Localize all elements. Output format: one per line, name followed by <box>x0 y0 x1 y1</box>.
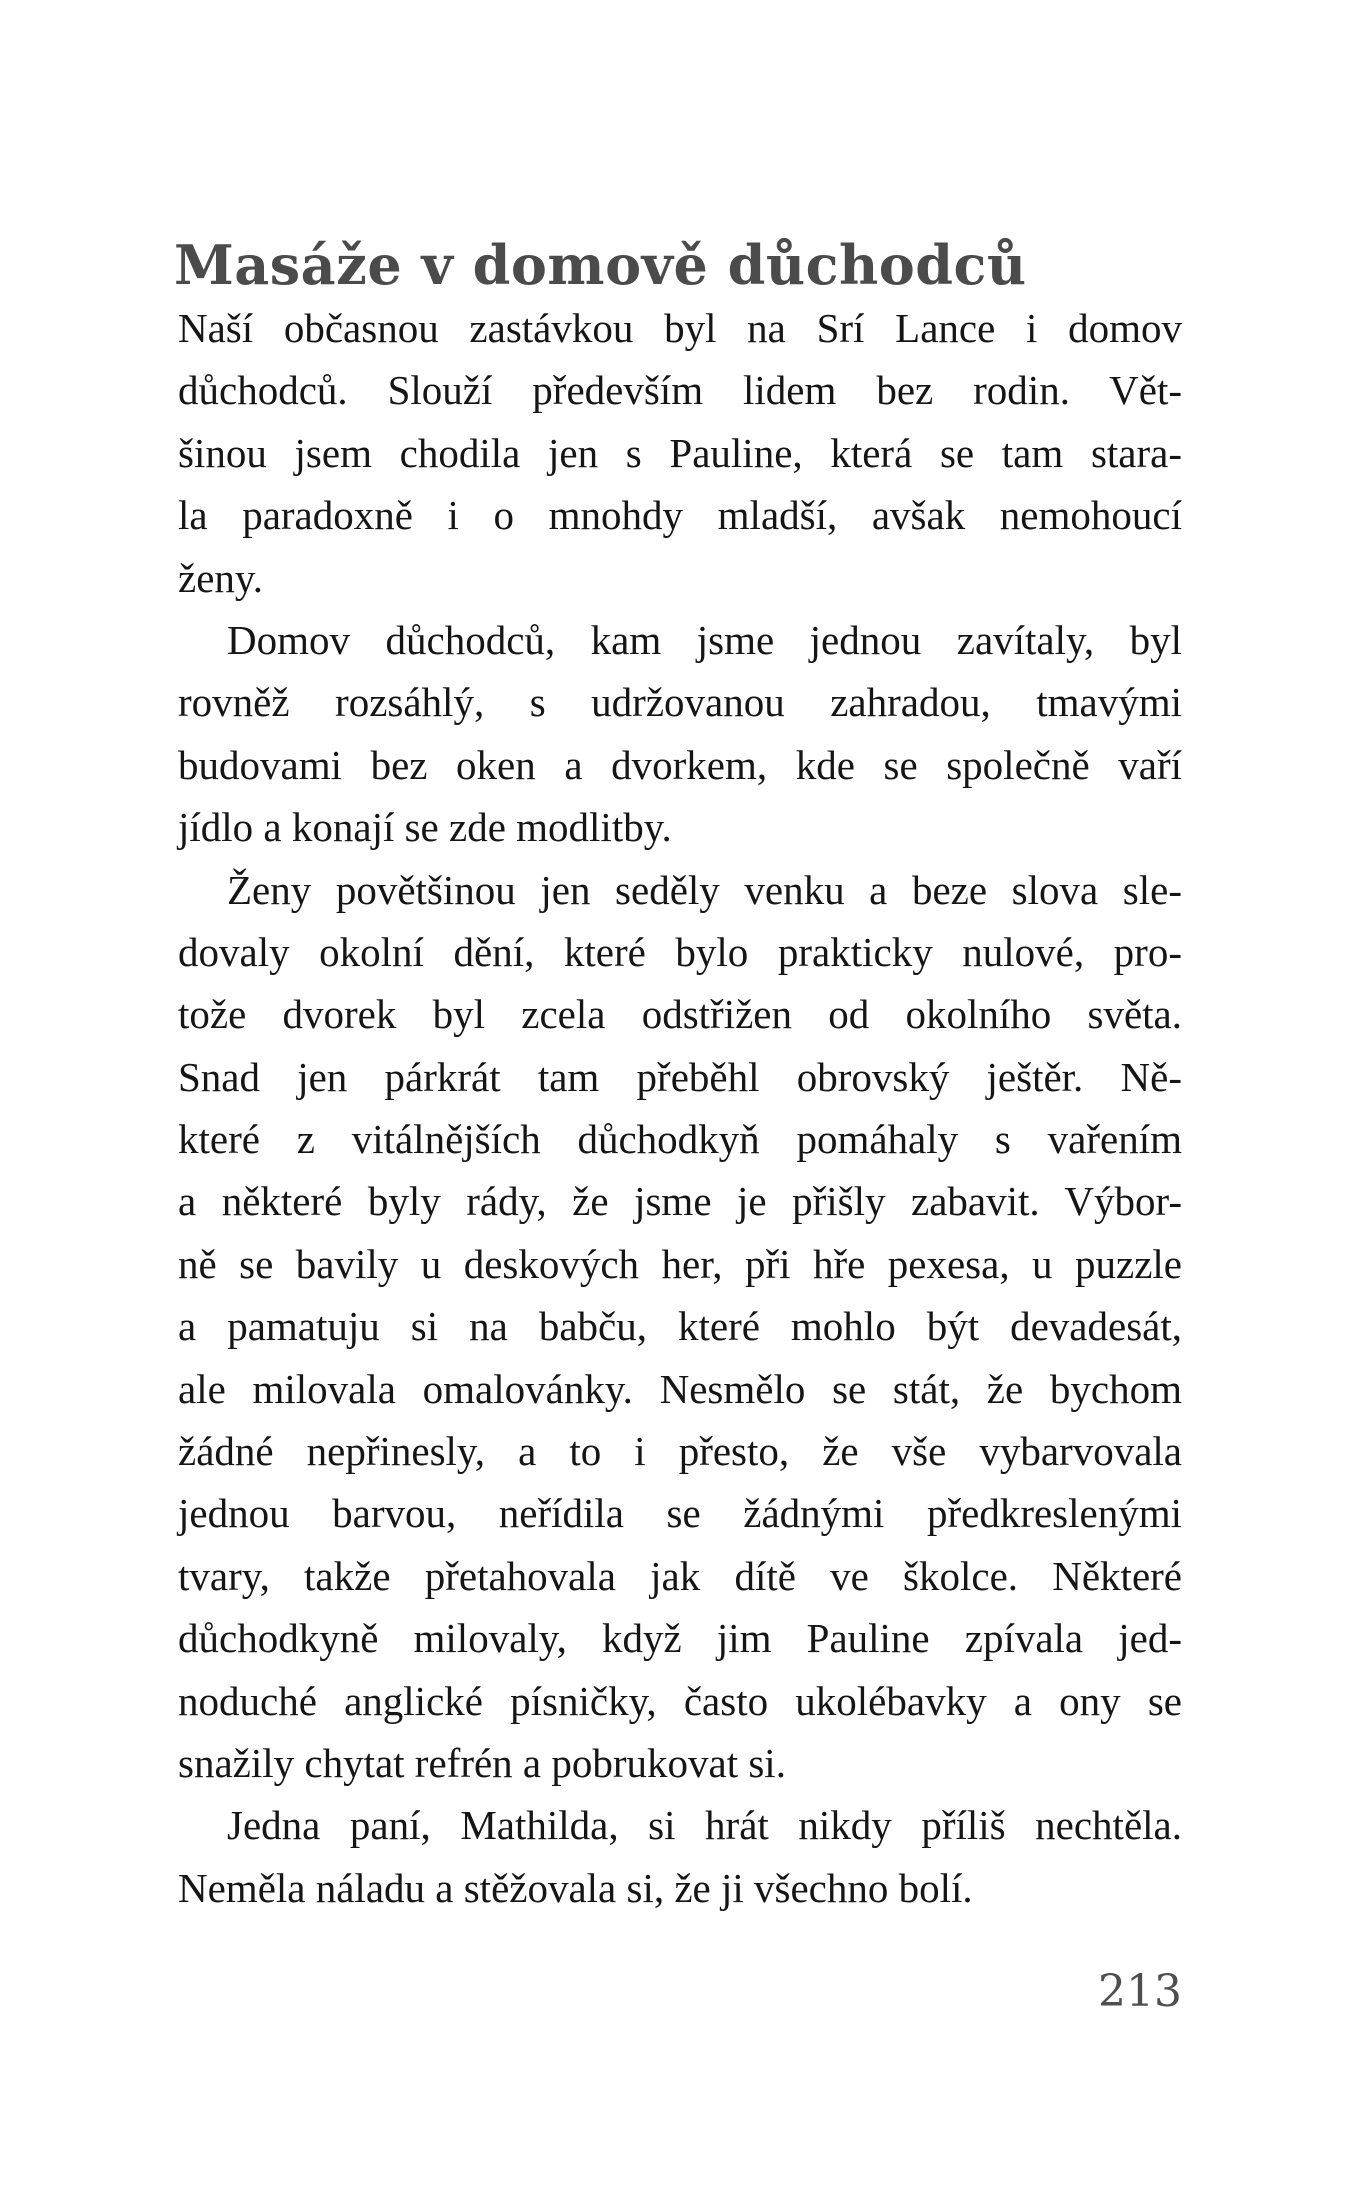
body-line: noduché anglické písničky, často ukolébavky a ony se <box>178 1677 1182 1724</box>
body-line: Jedna paní, Mathilda, si hrát nikdy příliš nechtěla. <box>227 1802 1182 1849</box>
body-line: které z vitálnějších důchodkyň pomáhaly s vařením <box>178 1116 1182 1163</box>
body-line: a některé byly rády, že jsme je přišly zabavit. Výbor- <box>178 1178 1182 1225</box>
body-line: šinou jsem chodila jen s Pauline, která se tam stara- <box>178 429 1182 476</box>
body-line: rovněž rozsáhlý, s udržovanou zahradou, tmavými <box>178 679 1182 726</box>
body-line: Domov důchodců, kam jsme jednou zavítaly, byl <box>227 616 1182 663</box>
body-line: tvary, takže přetahovala jak dítě ve školce. Některé <box>178 1552 1182 1599</box>
body-line: ně se bavily u deskových her, při hře pexesa, u puzzle <box>178 1240 1182 1287</box>
body-line: jednou barvou, neřídila se žádnými předkreslenými <box>178 1490 1182 1537</box>
body-line: Snad jen párkrát tam přeběhl obrovský ještěr. Ně- <box>178 1053 1182 1100</box>
body-line: ženy. <box>178 554 263 601</box>
body-line: budovami bez oken a dvorkem, kde se společně vaří <box>178 741 1182 788</box>
chapter-title: Masáže v domově důchodců <box>174 233 1027 298</box>
body-line: důchodců. Slouží především lidem bez rodin. Vět- <box>178 367 1182 414</box>
body-line: důchodkyně milovaly, když jim Pauline zpívala jed- <box>178 1615 1182 1662</box>
body-line: snažily chytat refrén a pobrukovat si. <box>178 1739 786 1786</box>
page-number: 213 <box>1098 1966 1182 2017</box>
body-line: a pamatuju si na babču, které mohlo být devadesát, <box>178 1303 1182 1350</box>
body-line: Neměla náladu a stěžovala si, že ji všechno bolí. <box>178 1864 973 1911</box>
body-line: la paradoxně i o mnohdy mladší, avšak nemohoucí <box>178 492 1182 539</box>
body-text <box>178 297 1182 1919</box>
body-line: ale milovala omalovánky. Nesmělo se stát, že bychom <box>178 1365 1182 1412</box>
body-line: dovaly okolní dění, které bylo prakticky nulové, pro- <box>178 928 1182 975</box>
body-line: tože dvorek byl zcela odstřižen od okolního světa. <box>178 991 1182 1038</box>
body-line: Naší občasnou zastávkou byl na Srí Lance i domov <box>178 305 1182 351</box>
body-line: žádné nepřinesly, a to i přesto, že vše vybarvovala <box>178 1428 1182 1475</box>
body-line: jídlo a konají se zde modlitby. <box>178 804 672 851</box>
body-line: Ženy povětšinou jen seděly venku a beze slova sle- <box>227 866 1182 913</box>
